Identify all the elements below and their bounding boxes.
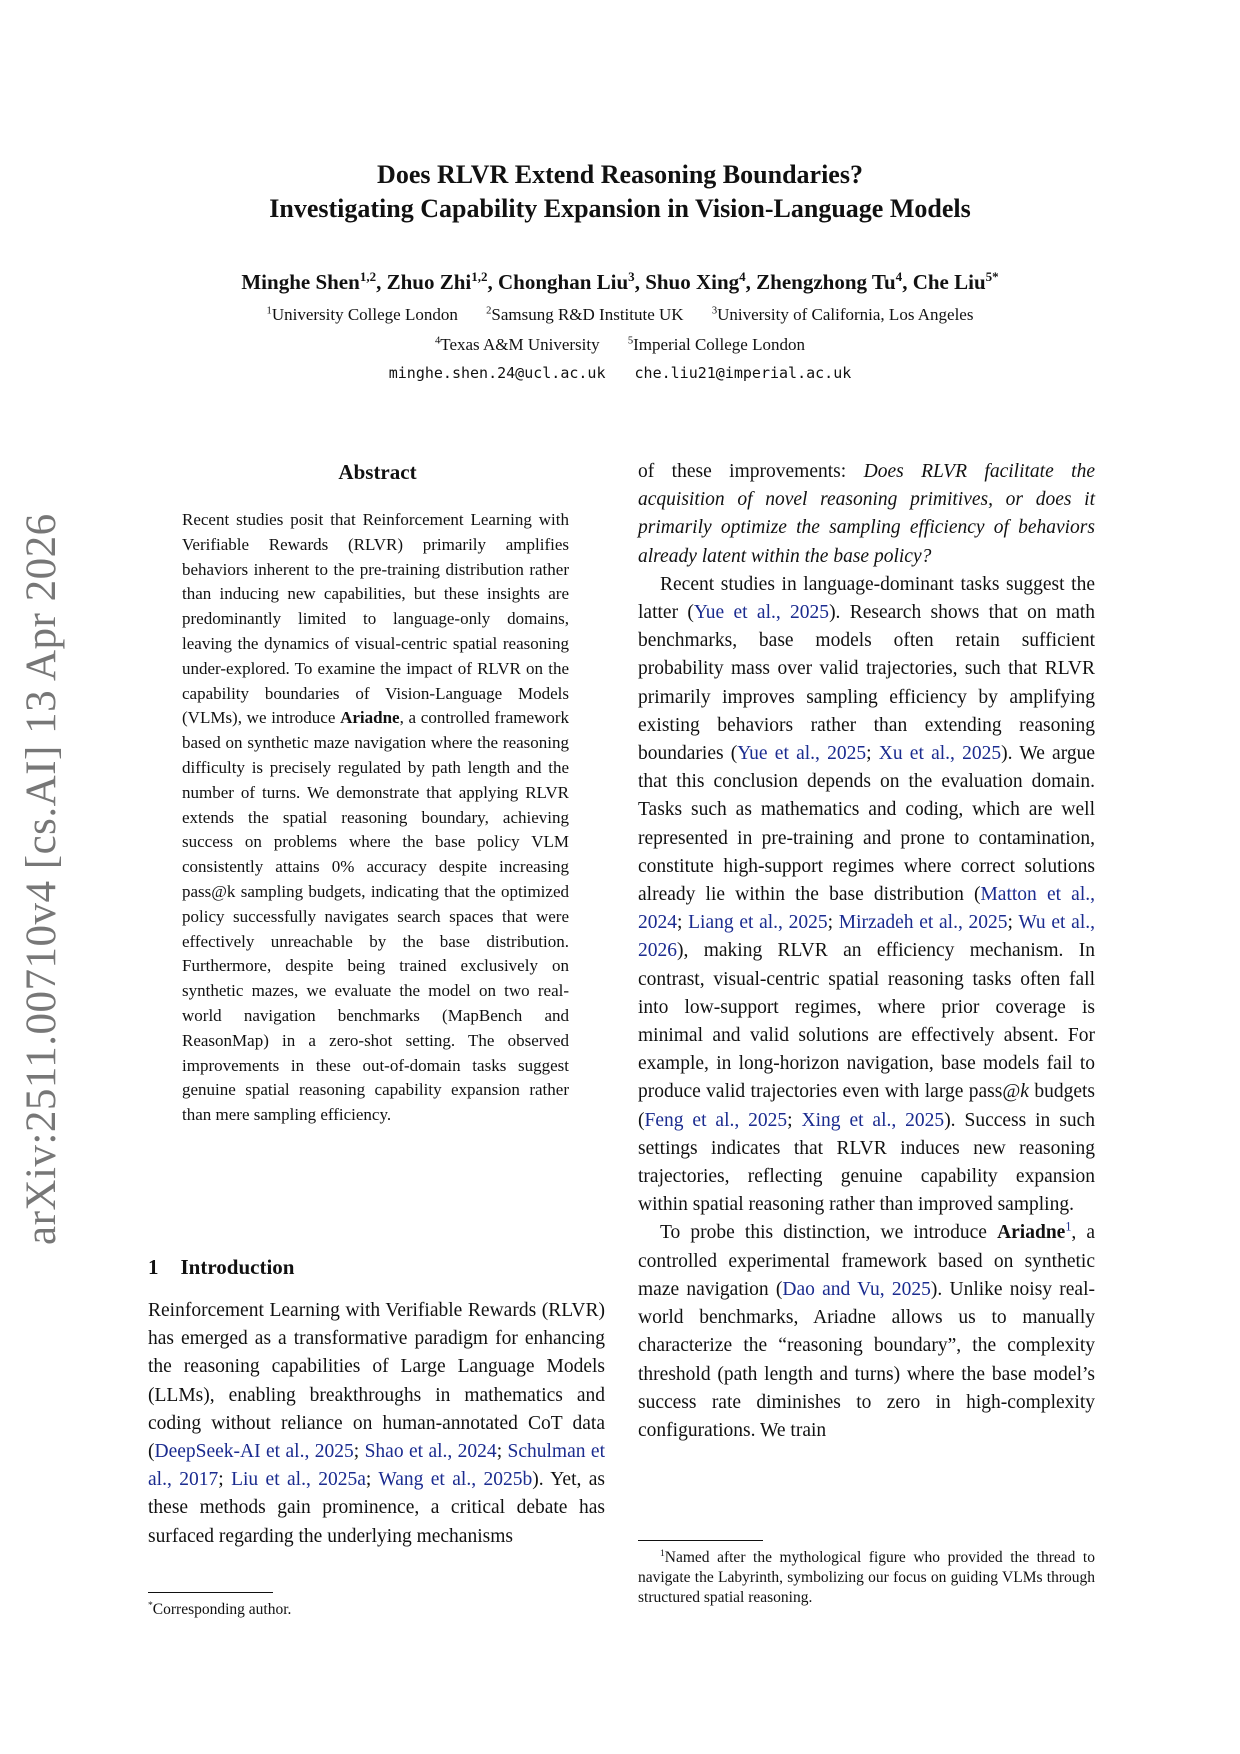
- footnote-marker[interactable]: 1: [1065, 1219, 1072, 1234]
- intro-left-column: Reinforcement Learning with Verifiable Rewards (RLVR) has emerged as a transformative paradigm for enhancing the reasoning capabilities of Large Language Models (LLMs), enabling breakthroughs in mathematics and coding without reliance on human-annotated CoT data (DeepSeek-AI et al., 2025; Shao et al., 2024; Schulman et al., 2017; Liu et al., 2025a; Wang et al., 2025b). Yet, as these methods gain prominence, a critical debate has surfaced regarding the underlying mechanisms: [148, 1300, 606, 1547]
- email-link[interactable]: che.liu21@imperial.ac.uk: [634, 364, 852, 382]
- footnote-divider: [638, 1540, 763, 1541]
- research-question: Does RLVR facilitate the acquisition of novel reasoning primitives, or does it primarily optimize the sampling efficiency of behaviors already latent within the base policy?: [638, 461, 1095, 567]
- section-heading-introduction: [148, 1255, 294, 1280]
- citation-link[interactable]: Shao et al., 2024: [364, 1441, 497, 1463]
- author: Che Liu$^{5*}$: [912, 269, 999, 294]
- arxiv-sidebar-stamp: arXiv:2511.00710v4 [cs.AI] 13 Apr 2026: [18, 513, 65, 1245]
- footnote-ariadne: $^1$Named after the mythological figure who provided the thread to navigate the Labyrinth, symbolizing our focus on guiding VLMs through structured spatial reasoning.: [638, 1547, 1095, 1606]
- author: Zhuo Zhi$^{1,2}$,: [386, 269, 499, 294]
- abstract-heading: Abstract: [338, 460, 417, 484]
- citation-link[interactable]: Feng et al., 2025: [644, 1109, 788, 1131]
- citation-link[interactable]: DeepSeek-AI et al., 2025: [154, 1441, 354, 1463]
- citation-link[interactable]: Dao and Vu, 2025: [782, 1278, 931, 1300]
- affiliations-row-1: [120, 304, 1120, 326]
- citation-link[interactable]: Yue et al., 2025: [693, 602, 830, 624]
- ariadne-bold: Ariadne: [997, 1222, 1066, 1244]
- abstract-body: Recent studies posit that Reinforcement Learning with Verifiable Rewards (RLVR) primarily amplifies behaviors inherent to the pre-training distribution rather than inducing new capabilities, but these insights are predominantly limited to language-only domains, leaving the dynamics of visual-centric spatial reasoning under-explored. To examine the impact of RLVR on the capability boundaries of Vision-Language Models (VLMs), we introduce Ariadne, a controlled framework based on synthetic maze navigation where the reasoning difficulty is precisely regulated by path length and the number of turns. We demonstrate that applying RLVR extends the spatial reasoning boundary, achieving success on problems where the base policy VLM consistently attains 0% accuracy despite increasing pass@k sampling budgets, indicating that the optimized policy successfully navigates search spaces that were effectively unreachable by the base distribution. Furthermore, despite being trained exclusively on synthetic mazes, we evaluate the model on two real-world navigation benchmarks (MapBench and ReasonMap) in a zero-shot setting. The observed improvements in these out-of-domain tasks suggest genuine spatial reasoning capability expansion rather than mere sampling efficiency.: [182, 510, 569, 1125]
- ariadne-bold: Ariadne: [340, 708, 400, 728]
- paragraph: of these improvements: Does RLVR facilitate the acquisition of novel reasoning primitives, or does it primarily optimize the sampling efficiency of behaviors already latent within the base policy?: [638, 461, 1095, 567]
- citation-link[interactable]: Xing et al., 2025: [801, 1109, 945, 1131]
- citation-link[interactable]: Schulman et al., 2017: [148, 1441, 605, 1491]
- section-number: 1: [148, 1255, 159, 1279]
- affiliation: $^1$University College London: [266, 305, 458, 324]
- paper-title: [120, 158, 1120, 226]
- citation-link[interactable]: Liu et al., 2025a: [231, 1469, 366, 1491]
- affiliation: $^3$University of California, Los Angeles: [711, 305, 974, 324]
- affiliations-row-2: [120, 334, 1120, 356]
- author: Zhengzhong Tu$^4$,: [756, 269, 913, 294]
- citation-link[interactable]: Wang et al., 2025b: [378, 1469, 533, 1491]
- footnote-corresponding: *Corresponding author.: [148, 1599, 292, 1618]
- affiliation: $^2$Samsung R&D Institute UK: [486, 305, 684, 324]
- author: Chonghan Liu$^3$,: [498, 269, 646, 294]
- footnote-divider: [148, 1592, 273, 1593]
- affiliation: $^4$Texas A&M University: [435, 335, 600, 354]
- paragraph: Recent studies in language-dominant tasks suggest the latter (Yue et al., 2025). Research shows that on math benchmarks, base models often retain sufficient probability mass over valid trajectories, such that RLVR primarily improves sampling efficiency by amplifying existing behaviors rather than extending reasoning boundaries (Yue et al., 2025; Xu et al., 2025). We argue that this conclusion depends on the evaluation domain. Tasks such as mathematics and coding, which are well represented in pre-training and prone to contamination, constitute high-support regimes where correct solutions already lie within the base distribution (Matton et al., 2024; Liang et al., 2025; Mirzadeh et al., 2025; Wu et al., 2026), making RLVR an efficiency mechanism. In contrast, visual-centric spatial reasoning tasks often fall into low-support regimes, where prior coverage is minimal and valid solutions are effectively absent. For example, in long-horizon navigation, base models fail to produce valid trajectories even with large pass@k budgets (Feng et al., 2025; Xing et al., 2025). Success in such settings indicates that RLVR induces new reasoning trajectories, reflecting genuine capability expansion within spatial reasoning rather than improved sampling.: [638, 573, 1096, 1216]
- citation-link[interactable]: Wu et al., 2026: [638, 912, 1095, 962]
- paragraph: To probe this distinction, we introduce Ariadne$^1$, a controlled experimental framework based on synthetic maze navigation (Dao and Vu, 2025). Unlike noisy real-world benchmarks, Ariadne allows us to manually characterize the “reasoning boundary”, the complexity threshold (path length and turns) where the base model’s success rate diminishes to zero in high-complexity configurations. We train: [638, 1219, 1095, 1441]
- author: Shuo Xing$^4$,: [645, 269, 757, 294]
- citation-link[interactable]: Xu et al., 2025: [878, 743, 1002, 765]
- affiliation: $^5$Imperial College London: [627, 335, 805, 354]
- section-title: Introduction: [180, 1255, 295, 1279]
- intro-right-column: [638, 458, 1095, 1445]
- citation-link[interactable]: Matton et al., 2024: [638, 884, 1095, 934]
- author: Minghe Shen$^{1,2}$,: [241, 269, 387, 294]
- citation-link[interactable]: Mirzadeh et al., 2025: [838, 912, 1008, 934]
- title-line-1: Does RLVR Extend Reasoning Boundaries?: [377, 160, 863, 189]
- author-list: [120, 268, 1120, 296]
- title-line-2: Investigating Capability Expansion in Vision-Language Models: [269, 194, 971, 223]
- citation-link[interactable]: Liang et al., 2025: [688, 912, 828, 934]
- email-link[interactable]: minghe.shen.24@ucl.ac.uk: [388, 364, 606, 382]
- citation-link[interactable]: Yue et al., 2025: [737, 743, 867, 765]
- author-emails: [120, 364, 1120, 382]
